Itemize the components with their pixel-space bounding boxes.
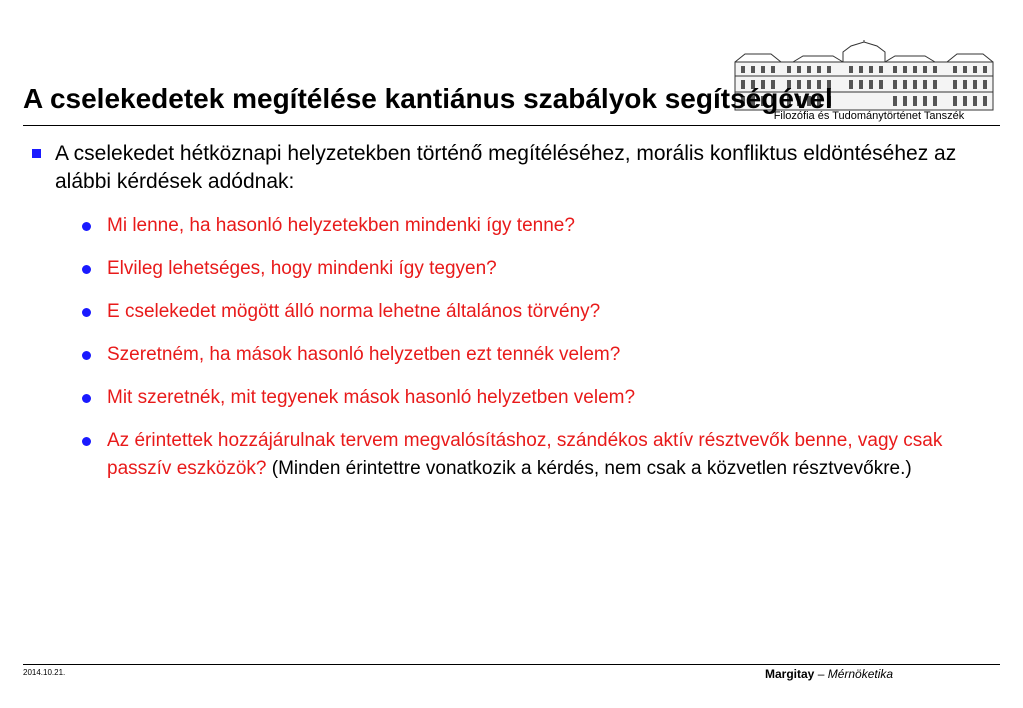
- footer-separator: –: [814, 667, 828, 681]
- slide-title: A cselekedetek megítélése kantiánus szabályok segítségével: [23, 83, 833, 114]
- question-text: Szeretném, ha mások hasonló helyzetben ezt tennék velem?: [107, 344, 621, 365]
- question-item: [82, 212, 982, 240]
- question-item: [82, 255, 982, 283]
- square-bullet-icon: [32, 149, 41, 158]
- question-item: [82, 384, 982, 412]
- question-text: Az érintettek hozzájárulnak tervem megvalósításhoz, szándékos aktív résztvevők benne, vagy csak passzív eszközök?: [107, 430, 943, 479]
- round-bullet-icon: [82, 308, 91, 317]
- question-text: Elvileg lehetséges, hogy mindenki így tegyen?: [107, 258, 497, 279]
- round-bullet-icon: [82, 394, 91, 403]
- department-name: Filozófia és Tudománytörténet Tanszék: [773, 110, 965, 122]
- question-item: [82, 341, 982, 369]
- question-note: (Minden érintettre vonatkozik a kérdés, nem csak a közvetlen résztvevőkre.): [266, 458, 912, 479]
- question-list: [82, 212, 982, 498]
- round-bullet-icon: [82, 222, 91, 231]
- main-bullet: [32, 140, 992, 196]
- footer-course: Mérnöketika: [827, 667, 894, 681]
- question-item: [82, 427, 982, 483]
- question-text: Mit szeretnék, mit tegyenek mások hasonló helyzetben velem?: [107, 387, 636, 408]
- footer-date: 2014.10.21.: [23, 668, 66, 677]
- footer-divider: [23, 664, 1000, 665]
- main-bullet-text: A cselekedet hétköznapi helyzetekben történő megítéléséhez, morális konfliktus eldöntéséhez az alábbi kérdések adódnak:: [55, 142, 957, 193]
- round-bullet-icon: [82, 265, 91, 274]
- question-text: Mi lenne, ha hasonló helyzetekben mindenki így tenne?: [107, 215, 575, 236]
- round-bullet-icon: [82, 437, 91, 446]
- question-item: [82, 298, 982, 326]
- header-divider: [23, 125, 1000, 126]
- footer-author: Margitay: [765, 667, 815, 681]
- footer-credit: [765, 667, 893, 681]
- round-bullet-icon: [82, 351, 91, 360]
- question-text: E cselekedet mögött álló norma lehetne általános törvény?: [107, 301, 601, 322]
